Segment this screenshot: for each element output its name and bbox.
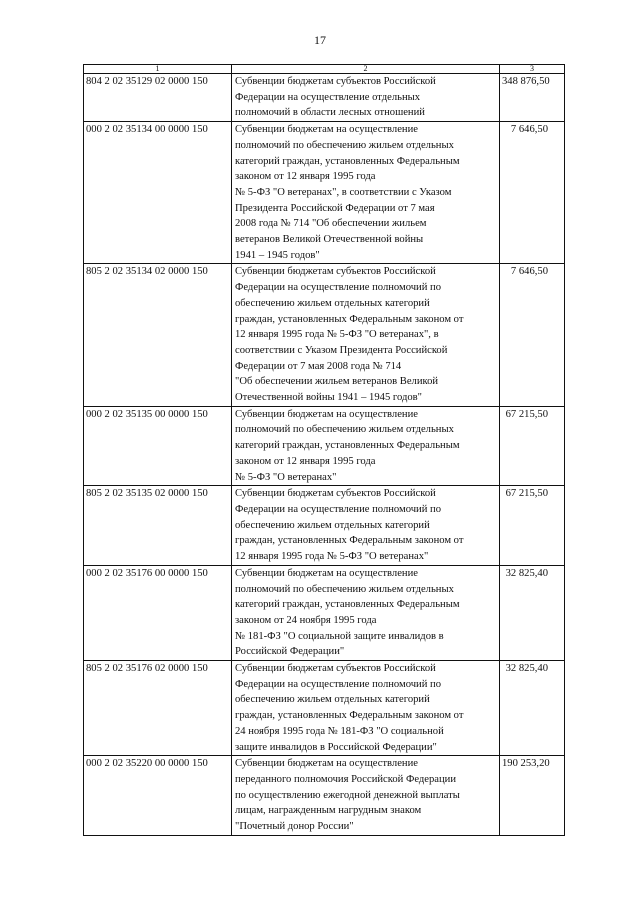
amount-cell: 67 215,50: [500, 486, 565, 566]
budget-code-cell: 804 2 02 35129 02 0000 150: [84, 74, 232, 122]
table-row: [84, 661, 565, 756]
description-line: лицам, награжденным нагрудным знаком: [235, 805, 422, 817]
description-line: обеспечению жильем отдельных категорий: [235, 694, 430, 706]
table-row: [84, 264, 565, 406]
description-cell: [232, 74, 500, 122]
description-line: Субвенции бюджетам на осуществление: [235, 567, 418, 579]
description-line: по осуществлению ежегодной денежной выплаты: [235, 789, 460, 801]
amount-cell: 7 646,50: [500, 122, 565, 264]
description-line: Федерации на осуществление полномочий по: [235, 282, 441, 294]
description-line: полномочий по обеспечению жильем отдельных: [235, 424, 454, 436]
description-line: Отечественной войны 1941 – 1945 годов": [235, 392, 422, 404]
description-line: граждан, установленных Федеральным законом от: [235, 535, 464, 547]
amount-cell: 67 215,50: [500, 406, 565, 486]
description-cell: [232, 406, 500, 486]
description-line: обеспечению жильем отдельных категорий: [235, 519, 430, 531]
page-number: 17: [314, 33, 326, 47]
description-line: Федерации на осуществление отдельных: [235, 91, 421, 103]
description-line: Российской Федерации": [235, 646, 345, 658]
budget-table: [83, 64, 565, 836]
description-line: Субвенции бюджетам субъектов Российской: [235, 76, 436, 87]
description-line: обеспечению жильем отдельных категорий: [235, 297, 430, 309]
description-line: "Об обеспечении жильем ветеранов Великой: [235, 376, 439, 388]
description-line: переданного полномочия Российской Федерации: [235, 773, 456, 785]
description-line: категорий граждан, установленных Федеральным: [235, 599, 460, 611]
description-line: полномочий по обеспечению жильем отдельных: [235, 139, 454, 151]
table-row: [84, 406, 565, 486]
description-line: Федерации от 7 мая 2008 года № 714: [235, 360, 402, 372]
amount-cell: 348 876,50: [500, 74, 565, 122]
description-line: № 181-ФЗ "О социальной защите инвалидов в: [235, 630, 444, 642]
description-line: граждан, установленных Федеральным законом от: [235, 313, 464, 325]
description-line: Федерации на осуществление полномочий по: [235, 678, 441, 690]
description-line: соответствии с Указом Президента Российской: [235, 344, 448, 356]
budget-code-cell: 000 2 02 35134 00 0000 150: [84, 122, 232, 264]
description-line: 1941 – 1945 годов": [235, 249, 320, 261]
description-line: 12 января 1995 года № 5-ФЗ "О ветеранах": [235, 551, 429, 563]
description-cell: [232, 756, 500, 836]
description-line: № 5-ФЗ "О ветеранах": [235, 471, 337, 483]
amount-cell: 7 646,50: [500, 264, 565, 406]
description-line: полномочий по обеспечению жильем отдельных: [235, 583, 454, 595]
budget-code-cell: 000 2 02 35176 00 0000 150: [84, 565, 232, 660]
description-line: Субвенции бюджетам субъектов Российской: [235, 266, 436, 278]
description-line: законом от 12 января 1995 года: [235, 455, 376, 467]
description-line: полномочий в области лесных отношений: [235, 107, 425, 119]
description-line: Президента Российской Федерации от 7 мая: [235, 202, 435, 214]
budget-code-cell: 805 2 02 35134 02 0000 150: [84, 264, 232, 406]
description-line: Федерации на осуществление полномочий по: [235, 503, 441, 515]
description-line: Субвенции бюджетам субъектов Российской: [235, 663, 436, 675]
table-header-row: [84, 65, 565, 74]
description-cell: [232, 486, 500, 566]
description-line: законом от 24 ноября 1995 года: [235, 614, 377, 626]
description-cell: [232, 264, 500, 406]
description-cell: [232, 565, 500, 660]
description-line: Субвенции бюджетам субъектов Российской: [235, 488, 436, 500]
table-row: [84, 756, 565, 836]
header-cell-code: 1: [84, 65, 232, 74]
description-line: Субвенции бюджетам на осуществление: [235, 758, 418, 770]
budget-code-cell: 000 2 02 35220 00 0000 150: [84, 756, 232, 836]
budget-code-cell: 805 2 02 35135 02 0000 150: [84, 486, 232, 566]
description-line: защите инвалидов в Российской Федерации": [235, 741, 437, 753]
description-line: законом от 12 января 1995 года: [235, 171, 376, 183]
description-line: Субвенции бюджетам на осуществление: [235, 124, 418, 136]
description-line: № 5-ФЗ "О ветеранах", в соответствии с Указом: [235, 186, 452, 198]
amount-cell: 32 825,40: [500, 661, 565, 756]
description-line: Субвенции бюджетам на осуществление: [235, 408, 418, 420]
budget-code-cell: 805 2 02 35176 02 0000 150: [84, 661, 232, 756]
budget-code-cell: 000 2 02 35135 00 0000 150: [84, 406, 232, 486]
table-row: [84, 565, 565, 660]
description-line: категорий граждан, установленных Федеральным: [235, 155, 460, 167]
amount-cell: 32 825,40: [500, 565, 565, 660]
description-line: 24 ноября 1995 года № 181-ФЗ "О социальной: [235, 725, 444, 737]
amount-cell: 190 253,20: [500, 756, 565, 836]
table-row: [84, 74, 565, 122]
table-row: [84, 486, 565, 566]
description-line: "Почетный донор России": [235, 821, 354, 833]
description-line: категорий граждан, установленных Федеральным: [235, 440, 460, 452]
header-cell-amount: 3: [500, 65, 565, 74]
description-line: 12 января 1995 года № 5-ФЗ "О ветеранах", в: [235, 329, 439, 341]
table-body: [84, 65, 565, 836]
description-cell: [232, 661, 500, 756]
table-row: [84, 122, 565, 264]
header-cell-name: 2: [232, 65, 500, 74]
description-cell: [232, 122, 500, 264]
description-line: граждан, установленных Федеральным законом от: [235, 710, 464, 722]
description-line: ветеранов Великой Отечественной войны: [235, 234, 424, 246]
description-line: 2008 года № 714 "Об обеспечении жильем: [235, 218, 427, 230]
